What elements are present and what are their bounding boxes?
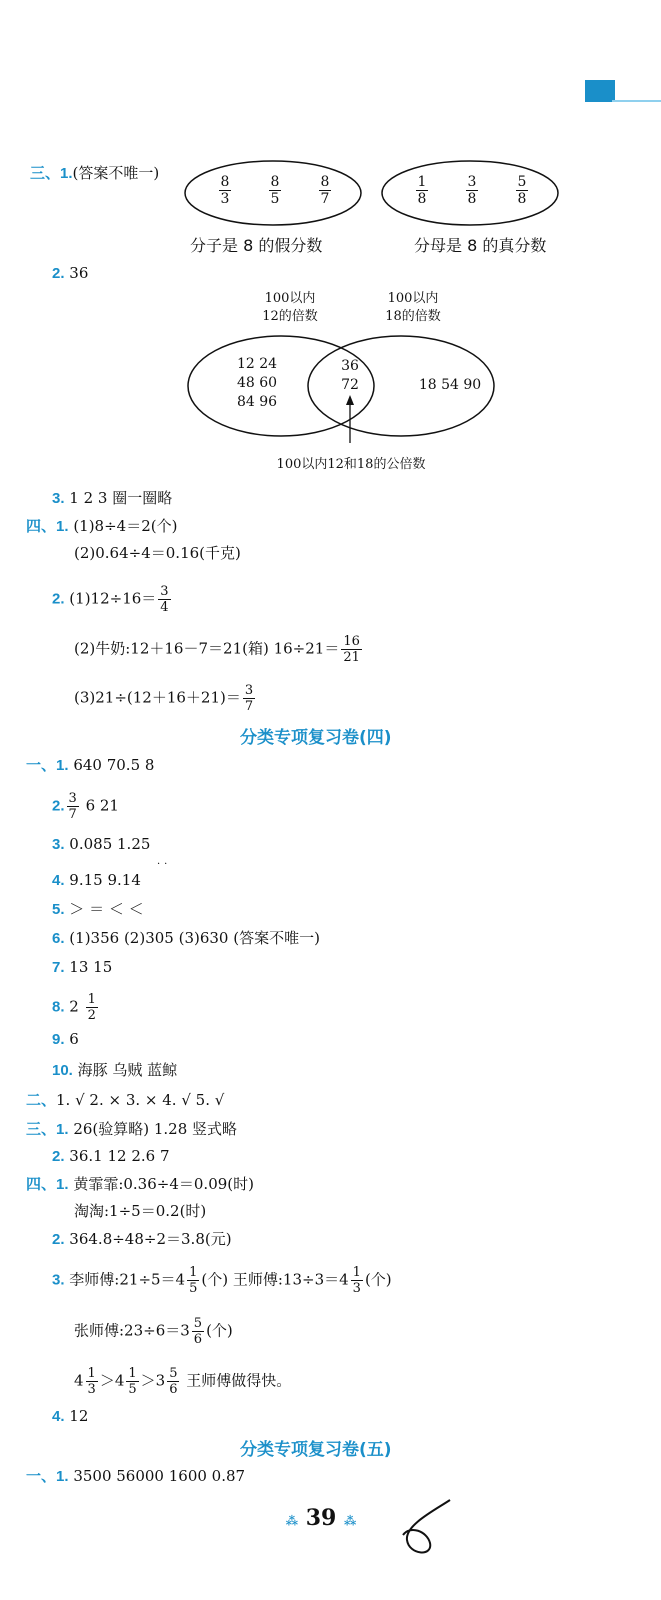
corner-tab-decoration [585,80,615,102]
footer-ornament-icon: ⁂ [285,1514,299,1528]
set-b-fractions [397,174,547,207]
fraction: $\frac{8}{3}$ [220,174,230,207]
set-b-label: 分母是 8 的真分数 [414,236,547,255]
fraction: $\frac{3}{7}$ [68,791,77,822]
venn-left-values: 12 24 48 60 84 96 [236,356,278,410]
fraction: $\frac{5}{6}$ [169,1366,178,1397]
repeating-dots: ·· [157,859,172,870]
s4-q1: 一、1. 640 70.5 8 [26,756,155,774]
s4-part3-q2: 2. 36.1 12 2.6 7 [52,1147,170,1165]
s4-q5: 5. ＞ ＝ ＜ ＜ [52,900,144,918]
s4-part4-q2: 2. 364.8÷48÷2＝3.8(元) [52,1230,232,1248]
venn-center-values: 36 72 [341,358,359,393]
q-s4-1a: 四、1. (1)8÷4＝2(个) [26,517,178,535]
fraction: $\frac{5}{6}$ [193,1316,203,1347]
s4-q4: 4. 9.15 9.14 [52,871,141,889]
section-title-4: 分类专项复习卷(四) [240,728,392,748]
venn-right-values: 18 54 90 [418,377,482,393]
fraction: $\frac{3}{4}$ [160,584,169,615]
s4-q3: 3. 0.085 1.25 [52,835,151,853]
s4-part2: 二、1. √ 2. × 3. × 4. √ 5. √ [26,1091,225,1109]
s4-part4-q3a: 3. 李师傅:21÷5＝4 $\frac{1}{5}$ (个) 王师傅:13÷3＝4 $\frac{1}{3}$ (个) [52,1265,392,1296]
q-s4-2b: (2)牛奶:12＋16－7＝21(箱) 16÷21＝ $\frac{16}{21}$ [74,634,360,665]
s4-q2: 2. $\frac{3}{7}$ 6 21 [52,791,119,822]
q-s3-3: 3. 1 2 3 圈一圈略 [52,489,173,507]
s4-q7: 7. 13 15 [52,958,113,976]
fraction: $\frac{8}{5}$ [270,174,280,207]
q-s3-1: 三、1.(答案不唯一) [30,164,160,182]
s5-q1: 一、1. 3500 56000 1600 0.87 [26,1467,246,1485]
q-s3-2: 2. 36 [52,264,89,282]
fraction: $\frac{1}{2}$ [87,992,96,1023]
corner-tab-line [612,100,661,102]
venn-right-title: 100以内 18的倍数 [385,291,441,324]
s4-part4-q1b: 淘淘:1÷5＝0.2(时) [74,1202,207,1220]
s4-part3-q1: 三、1. 26(验算略) 1.28 竖式略 [26,1120,238,1138]
s4-part4-q4: 4. 12 [52,1407,89,1425]
fraction: $\frac{1}{5}$ [189,1265,198,1296]
fraction: $\frac{5}{8}$ [517,174,527,207]
fraction: $\frac{1}{3}$ [352,1265,361,1296]
q-s4-2a: 2. (1)12÷16＝ $\frac{3}{4}$ [52,584,169,615]
fraction: $\frac{1}{8}$ [417,174,427,207]
s4-q6: 6. (1)356 (2)305 (3)630 (答案不唯一) [52,929,320,947]
page-number: ⁂ 39 ⁂ [285,1505,357,1531]
venn-caption: 100以内12和18的公倍数 [276,457,426,472]
s4-q8: 8. 2 $\frac{1}{2}$ [52,992,96,1023]
s4-part4-q1a: 四、1. 黄霏霏:0.36÷4＝0.09(时) [26,1175,254,1193]
s4-q10: 10. 海豚 乌贼 蓝鲸 [52,1061,178,1079]
section-title-5: 分类专项复习卷(五) [240,1440,392,1460]
fraction: $\frac{1}{5}$ [128,1366,137,1397]
s4-part4-q3b: 张师傅:23÷6＝3 $\frac{5}{6}$ (个) [74,1316,233,1347]
q-s4-2c: (3)21÷(12＋16＋21)＝ $\frac{3}{7}$ [74,683,254,714]
s4-part4-q3c: 4 $\frac{1}{3}$ ＞4 $\frac{1}{5}$ ＞3 $\frac{5}{6}$ 王师傅做得快。 [74,1366,292,1397]
footer-ornament-icon: ⁂ [343,1514,357,1528]
s4-q9: 9. 6 [52,1030,79,1048]
fraction: $\frac{1}{3}$ [87,1366,96,1397]
fraction: $\frac{8}{7}$ [320,174,330,207]
venn-left-title: 100以内 12的倍数 [262,291,318,324]
fraction: $\frac{16}{21}$ [343,634,360,665]
set-a-fractions [200,174,350,207]
fraction: $\frac{3}{7}$ [244,683,254,714]
q-s4-1b: (2)0.64÷4＝0.16(千克) [74,544,241,562]
fraction: $\frac{3}{8}$ [467,174,477,207]
set-a-label: 分子是 8 的假分数 [190,236,323,255]
handwritten-mark [395,1495,465,1565]
